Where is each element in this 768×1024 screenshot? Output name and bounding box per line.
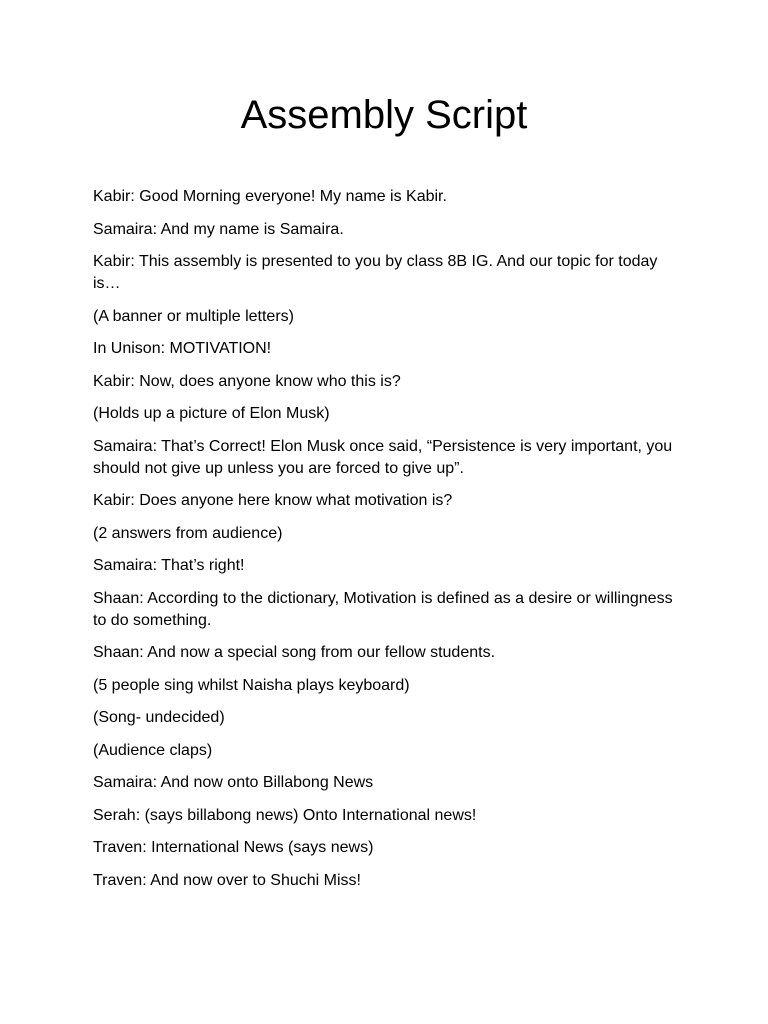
- script-line: Samaira: And my name is Samaira.: [93, 220, 344, 238]
- script-line: (Audience claps): [93, 741, 213, 759]
- script-line: (Holds up a picture of Elon Musk): [93, 405, 330, 422]
- script-line: Shaan: According to the dictionary, Motivation is defined as a desire or willingness to do something.: [93, 589, 673, 629]
- script-line: Samaira: That’s right!: [93, 557, 245, 574]
- script-line: Kabir: Does anyone here know what motivation is?: [93, 492, 453, 509]
- script-line: Samaira: And now onto Billabong News: [93, 774, 374, 791]
- script-body: [93, 186, 683, 902]
- script-line: Samaira: That’s Correct! Elon Musk once said, “Persistence is very important, you should not give up unless you are forced to give up”.: [93, 437, 673, 477]
- script-line: Kabir: This assembly is presented to you by class 8B IG. And our topic for today is…: [93, 253, 658, 292]
- script-line: Kabir: Good Morning everyone! My name is Kabir.: [93, 188, 447, 205]
- script-line: (5 people sing whilst Naisha plays keyboard): [93, 676, 410, 694]
- script-line: Traven: And now over to Shuchi Miss!: [93, 871, 361, 889]
- script-line: Kabir: Now, does anyone know who this is?: [93, 372, 401, 390]
- script-line: (2 answers from audience): [93, 524, 283, 542]
- document-title: Assembly Script: [240, 93, 528, 137]
- script-line: Traven: International News (says news): [93, 839, 374, 856]
- script-line: In Unison: MOTIVATION!: [93, 340, 272, 357]
- script-line: (Song- undecided): [93, 709, 225, 726]
- script-line: Shaan: And now a special song from our fellow students.: [93, 644, 496, 661]
- script-line: Serah: (says billabong news) Onto International news!: [93, 806, 477, 824]
- script-line: (A banner or multiple letters): [93, 307, 294, 325]
